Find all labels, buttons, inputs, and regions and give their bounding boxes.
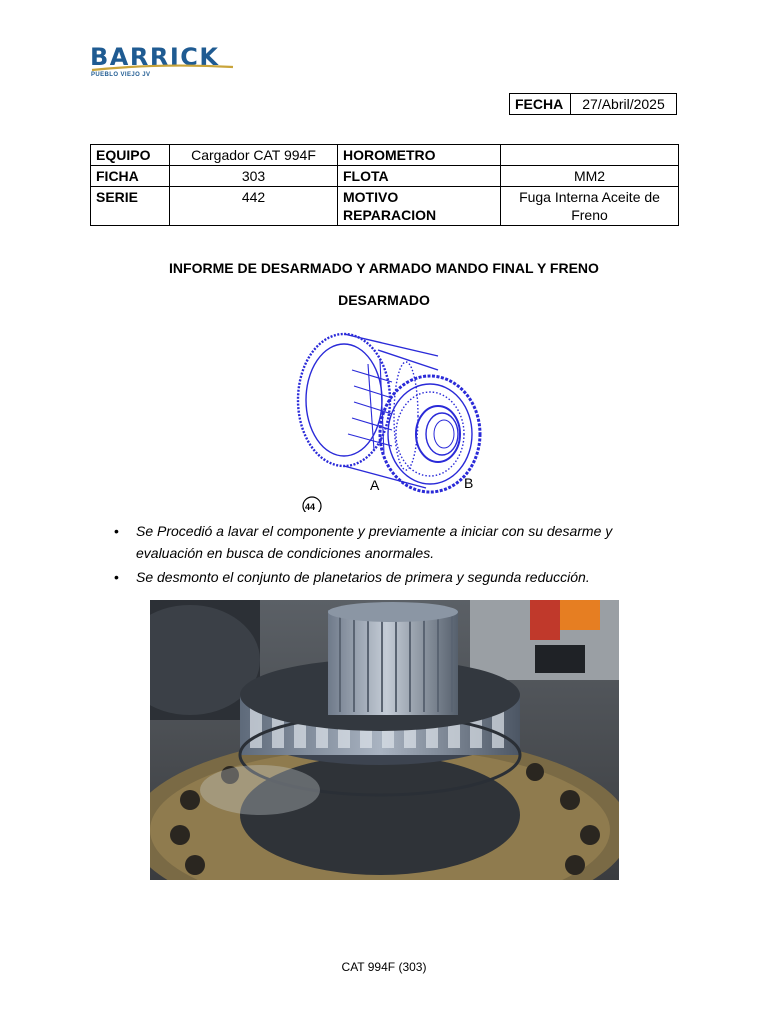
- horometro-value: [501, 145, 679, 166]
- table-row: [91, 145, 679, 166]
- bullet-icon: •: [114, 523, 119, 539]
- horometro-label: HOROMETRO: [338, 145, 501, 166]
- section-heading: DESARMADO: [338, 292, 430, 308]
- ficha-label: FICHA: [91, 166, 170, 187]
- final-drive-diagram: [288, 330, 490, 512]
- serie-value: 442: [170, 187, 338, 226]
- figure-number: 44: [305, 502, 316, 512]
- component-photo: [150, 600, 619, 880]
- logo-subtitle: PUEBLO VIEJO JV: [91, 72, 151, 78]
- table-row: [91, 187, 679, 226]
- list-item: [112, 566, 652, 588]
- motivo-label: MOTIVO REPARACION: [338, 187, 501, 226]
- diagram-label-b: B: [464, 475, 474, 491]
- report-title: INFORME DE DESARMADO Y ARMADO MANDO FINAL Y FRENO: [169, 260, 599, 276]
- page-footer: CAT 994F (303): [341, 960, 427, 974]
- flota-value: MM2: [501, 166, 679, 187]
- table-row: [91, 166, 679, 187]
- equipo-value: Cargador CAT 994F: [170, 145, 338, 166]
- bullet-icon: •: [114, 569, 119, 585]
- flota-label: FLOTA: [338, 166, 501, 187]
- diagram-label-a: A: [370, 477, 380, 493]
- bullet-text: Se desmonto el conjunto de planetarios de primera y segunda reducción.: [136, 569, 590, 585]
- observations-list: [112, 520, 652, 590]
- date-value: 27/Abril/2025: [571, 94, 677, 115]
- logo-wordmark: BARRICK: [90, 43, 220, 71]
- date-table: [509, 93, 677, 115]
- serie-label: SERIE: [91, 187, 170, 226]
- motivo-value: Fuga Interna Aceite de Freno: [501, 187, 679, 226]
- date-label: FECHA: [510, 94, 571, 115]
- equipment-info-table: [90, 144, 679, 226]
- ficha-value: 303: [170, 166, 338, 187]
- list-item: [112, 520, 652, 564]
- bullet-text: Se Procedió a lavar el componente y previamente a iniciar con su desarme y evaluación en busca de condiciones anormales.: [136, 523, 613, 561]
- barrick-logo: [90, 44, 235, 80]
- logo-swoosh: [90, 64, 235, 72]
- equipo-label: EQUIPO: [91, 145, 170, 166]
